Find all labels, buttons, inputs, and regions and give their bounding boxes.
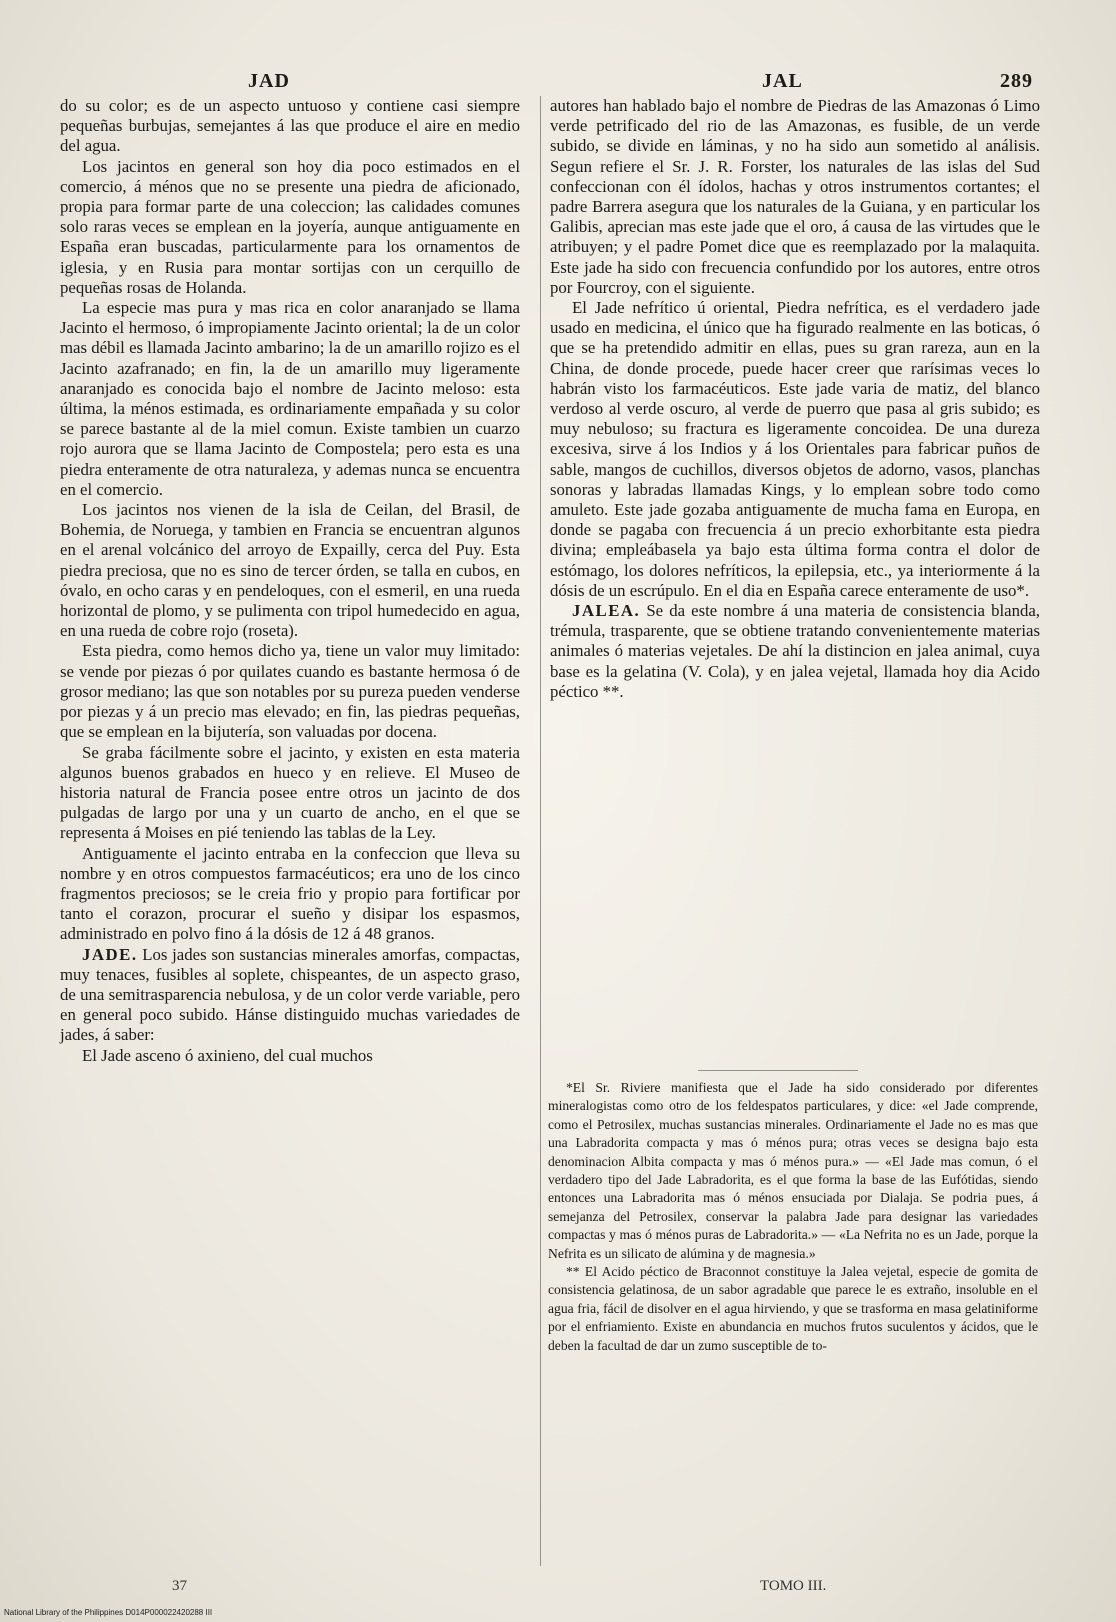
footnote: *El Sr. Riviere manifiesta que el Jade ha sido considerado por diferentes mineralogistas como otro de los feldespatos particulares, y dice: «el Jade comprende, como el Petrosilex, muchas sustancias minerales. Ordinariamente el Jade no es mas que una Labradorita compacta y mas ó ménos pura; otras veces se designa bajo esta denominacion Albita compacta y mas ó ménos pura.» — «El Jade mas comun, ó el verdadero tipo del Jade Labradorita, es el que forma la base de las Eufótidas, siendo entonces una Labradorita mas ó ménos ensuciada por Dialaja. Se podria pues, á semejanza del Petrosilex, conservar la palabra Jade para designar las variedades compactas y mas ó ménos puras de Labradorita.» — «La Nefrita no es un Jade, porque la Nefrita es un silicato de alúmina y de magnesia.» xyxy=(548,1080,1038,1261)
paragraph: autores han hablado bajo el nombre de Piedras de las Amazonas ó Limo verde petrificado del rio de las Amazonas, es fusible, de un verde subido, se divide en láminas, y no ha sido aun sometido al análisis. Segun refiere el Sr. J. R. Forster, los naturales de las islas del Sud confeccionan con él ídolos, hachas y otros instrumentos cortantes; el padre Barrera asegura que los naturales de la Guiana, y en particular los Galibis, aprecian mas este jade que el oro, á causa de las virtudes que le atribuyen; y el padre Pomet dice que es reemplazado por la malaquita. Este jade ha sido con frecuencia confundido por los autores, entre otros por Fourcroy, con el siguiente. xyxy=(550,96,1040,297)
paragraph: El Jade asceno ó axinieno, del cual muchos xyxy=(82,1045,373,1065)
footnotes xyxy=(548,1070,1038,1355)
paragraph: Los jacintos en general son hoy dia poco estimados en el comercio, á ménos que no se presente una piedra de aficionado, propia para formar parte de una coleccion; las calidades comunes solo raras veces se emplean en la joyería, aunque antiguamente en España eran buscadas, particularmente para los ornamentos de iglesia, y en Rusia para montar sortijas con un cerquillo de pequeñas rosas de Holanda. xyxy=(60,156,520,297)
entry-jalea xyxy=(550,601,1040,702)
page-number: 289 xyxy=(1000,70,1033,92)
paragraph: Los jacintos nos vienen de la isla de Ceilan, del Brasil, de Bohemia, de Noruega, y tambien en Francia se encuentran algunos en el arenal volcánico del arroyo de Expailly, cerca del Puy. Esta piedra preciosa, que no es sino de tercer órden, se talla en cubos, en óvalo, en ocho caras y en pendeloques, con el esmeril, en una rueda horizontal de plomo, y se pulimenta con tripol humedecido en agua, en una rueda de cobre rojo (roseta). xyxy=(60,500,520,641)
column-divider xyxy=(540,96,541,1566)
footnote-separator xyxy=(698,1070,858,1071)
left-column xyxy=(60,96,520,1066)
paragraph: Antiguamente el jacinto entraba en la confeccion que lleva su nombre y en otros compuestos farmacéuticos; era uno de los cinco fragmentos preciosos; se le creia frio y propio para fortificar por tanto el corazon, procurar el sueño y disipar los espasmos, administrado en polvo fino á la dósis de 12 á 48 granos. xyxy=(60,843,520,944)
right-running-head: JAL xyxy=(762,70,803,92)
entry-jade-text: Los jades son sustancias minerales amorfas, compactas, muy tenaces, fusibles al soplete, chispeantes, de un aspecto graso, de una semitrasparencia nebulosa, y de un color verde variable, pero en general poco subido. Hánse distinguido muchas variedades de jades, á saber: xyxy=(60,944,520,1045)
headword-jade: JADE. xyxy=(82,944,138,964)
paragraph: La especie mas pura y mas rica en color anaranjado se llama Jacinto el hermoso, ó impropiamente Jacinto oriental; la de un color mas débil es llamada Jacinto ambarino; la de un amarillo rojizo es el Jacinto azafranado; en fin, la de un amarillo muy ligeramente anaranjado es conocida bajo el nombre de Jacinto meloso: esta última, la ménos estimada, es ordinariamente empañada y su color se parece bastante al de la miel comun. Existe tambien un cuarzo rojo aurora que se llama Jacinto de Compostela; pero esta es una piedra enteramente de otra naturaleza, y ademas nunca se encuentra en el comercio. xyxy=(60,298,520,499)
entry-jalea-text: Se da este nombre á una materia de consistencia blanda, trémula, trasparente, que se obtiene tratando convenientemente materias animales ó materias vejetales. De ahí la distincion en jalea animal, cuya base es la gelatina (V. Cola), y en jalea vejetal, llamada hoy dia Acido péctico **. xyxy=(550,601,1040,701)
paragraph: El Jade nefrítico ú oriental, Piedra nefrítica, es el verdadero jade usado en medicina, el único que ha figurado realmente en las boticas, ó que se ha pretendido admitir en ellas, pues su gran rareza, aun en la China, de donde procede, puede hacer creer que rarísimas veces lo habrán visto los farmacéuticos. Este jade varia de matiz, del blanco verdoso al verde oscuro, al verde de puerro que pasa al gris subido; es muy nebuloso; su fractura es ligeramente concoidea. De una dureza excesiva, sirve á los Indios y á los Orientales para fabricar puños de sable, mangos de cuchillos, diversos objetos de adorno, vasos, planchas sonoras y labradas llamadas Kings, y lo emplean sobre todo como amuleto. Este jade gozaba antiguamente de mucha fama en Europa, en donde se pagaba con frecuencia á un precio exhorbitante esta piedra divina; empleábasela ya bajo esta última forma contra el dolor de estómago, los dolores nefríticos, la epilepsia, etc., ya interiormente á la dósis de un escrúpulo. En el dia en España carece enteramente de uso*. xyxy=(550,298,1040,600)
footnote: ** El Acido péctico de Braconnot constituye la Jalea vejetal, especie de gomita de consistencia gelatinosa, de un sabor agradable que parece le es extraño, insoluble en el agua fria, fácil de disolver en el agua hirviendo, y que se trasforma en masa gelatiniforme por el enfriamiento. Existe en abundancia en muchos frutos suculentos y ácidos, que le deben la facultad de dar un zumo susceptible de to- xyxy=(548,1264,1038,1353)
headword-jalea: JALEA. xyxy=(572,601,641,621)
entry-jade xyxy=(60,945,520,1046)
scan-footer: National Library of the Philippines D014P000022420288 III xyxy=(4,1608,213,1617)
signature-left: 37 xyxy=(172,1578,187,1594)
paragraph: Se graba fácilmente sobre el jacinto, y existen en esta materia algunos buenos grabados en hueco y en relieve. El Museo de historia natural de Francia posee entre otros un jacinto de dos pulgadas de largo por una y un cuarto de ancho, en el que se representa á Moises en pié teniendo las tablas de la Ley. xyxy=(60,742,520,843)
left-running-head: JAD xyxy=(248,70,290,92)
paragraph: do su color; es de un aspecto untuoso y contiene casi siempre pequeñas burbujas, semejantes á las que produce el aire en medio del agua. xyxy=(60,96,520,156)
right-column xyxy=(550,96,1040,702)
signature-right: TOMO III. xyxy=(760,1578,827,1594)
paragraph: Esta piedra, como hemos dicho ya, tiene un valor muy limitado: se vende por piezas ó por quilates cuando es bastante hermosa ó de grosor mediano; las que son notables por su pureza pueden venderse por piezas y á un precio mas elevado; en fin, las piedras pequeñas, que se emplean en la bijutería, son valuadas por docena. xyxy=(60,641,520,742)
